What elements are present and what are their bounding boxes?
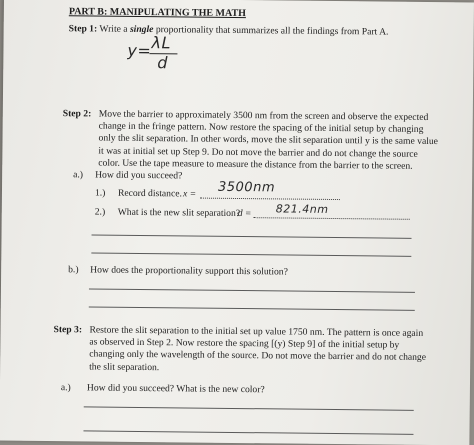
answer-line	[84, 406, 414, 410]
step3-qa-text: How did you succeed? What is the new color?	[86, 382, 265, 396]
q2-text: What is the new slit separation?	[117, 206, 241, 220]
step2-qb-text: How does the proportionality support this solution?	[90, 264, 288, 278]
answer-line	[91, 252, 411, 256]
answer-denominator: d	[157, 53, 169, 73]
step3-qa-label: a.)	[60, 382, 71, 394]
step2-instruction	[98, 109, 438, 174]
instruction-line: only the slit separation. In other words, move the slit separation until y is the same value	[98, 132, 439, 148]
q1-label: 1.)	[94, 187, 106, 199]
step2-qa-label: a.)	[73, 169, 84, 181]
q2-variable: d =	[237, 207, 252, 220]
instruction-line: color. Use the tape measure to measure the distance from the barrier to the screen.	[98, 157, 413, 172]
step3-label: Step 3:	[53, 324, 83, 336]
step1-label: Step 1:	[68, 23, 98, 35]
answer-lhs: y=	[127, 40, 152, 61]
answer-line	[89, 306, 415, 310]
instruction-line: it was at initial set up Step 9. Do not move the barrier and do not change the source	[98, 145, 418, 160]
q2-handwritten-answer: 821.4nm	[275, 202, 329, 216]
instruction-line: Restore the slit separation to the initial set up value 1750 nm. The pattern is once again	[89, 324, 424, 339]
instruction-line: change in the fringe pattern. Now restore the spacing of the initial setup by changing	[98, 120, 424, 136]
instruction-line: Move the barrier to approximately 3500 nm from the screen and observe the expected	[98, 108, 429, 123]
q1-variable: x =	[182, 188, 197, 200]
q2-label: 2.)	[94, 206, 106, 218]
answer-line	[92, 234, 412, 238]
q1-text: Record distance.	[117, 187, 182, 200]
step2-qb-label: b.)	[68, 264, 79, 276]
instruction-line: the slit separation.	[89, 361, 160, 373]
step1-text-a: Write a	[99, 23, 128, 35]
q2-answer-line	[254, 217, 410, 220]
instruction-line: as observed in Step 2. Now restore the spacing [(y) Step 9] of the initial setup by	[89, 336, 400, 351]
step2-qa-text: How did you succeed?	[95, 169, 183, 182]
q1-answer-line	[200, 198, 340, 200]
step1-text-emphasis: single	[129, 23, 154, 36]
step2-label: Step 2:	[62, 108, 92, 120]
step3-instruction	[89, 324, 426, 376]
answer-numerator: λL	[151, 33, 172, 53]
answer-line	[89, 288, 415, 292]
section-title: PART B: MANIPULATING THE MATH	[68, 6, 246, 20]
step1-instruction	[69, 23, 389, 39]
q1-handwritten-answer: 3500nm	[217, 179, 276, 196]
answer-line	[83, 430, 413, 434]
instruction-line: changing only the wavelength of the source. Do not move the barrier and do not change	[89, 348, 427, 364]
step1-text-b: proportionality that summarizes all the findings from Part A.	[155, 24, 389, 38]
